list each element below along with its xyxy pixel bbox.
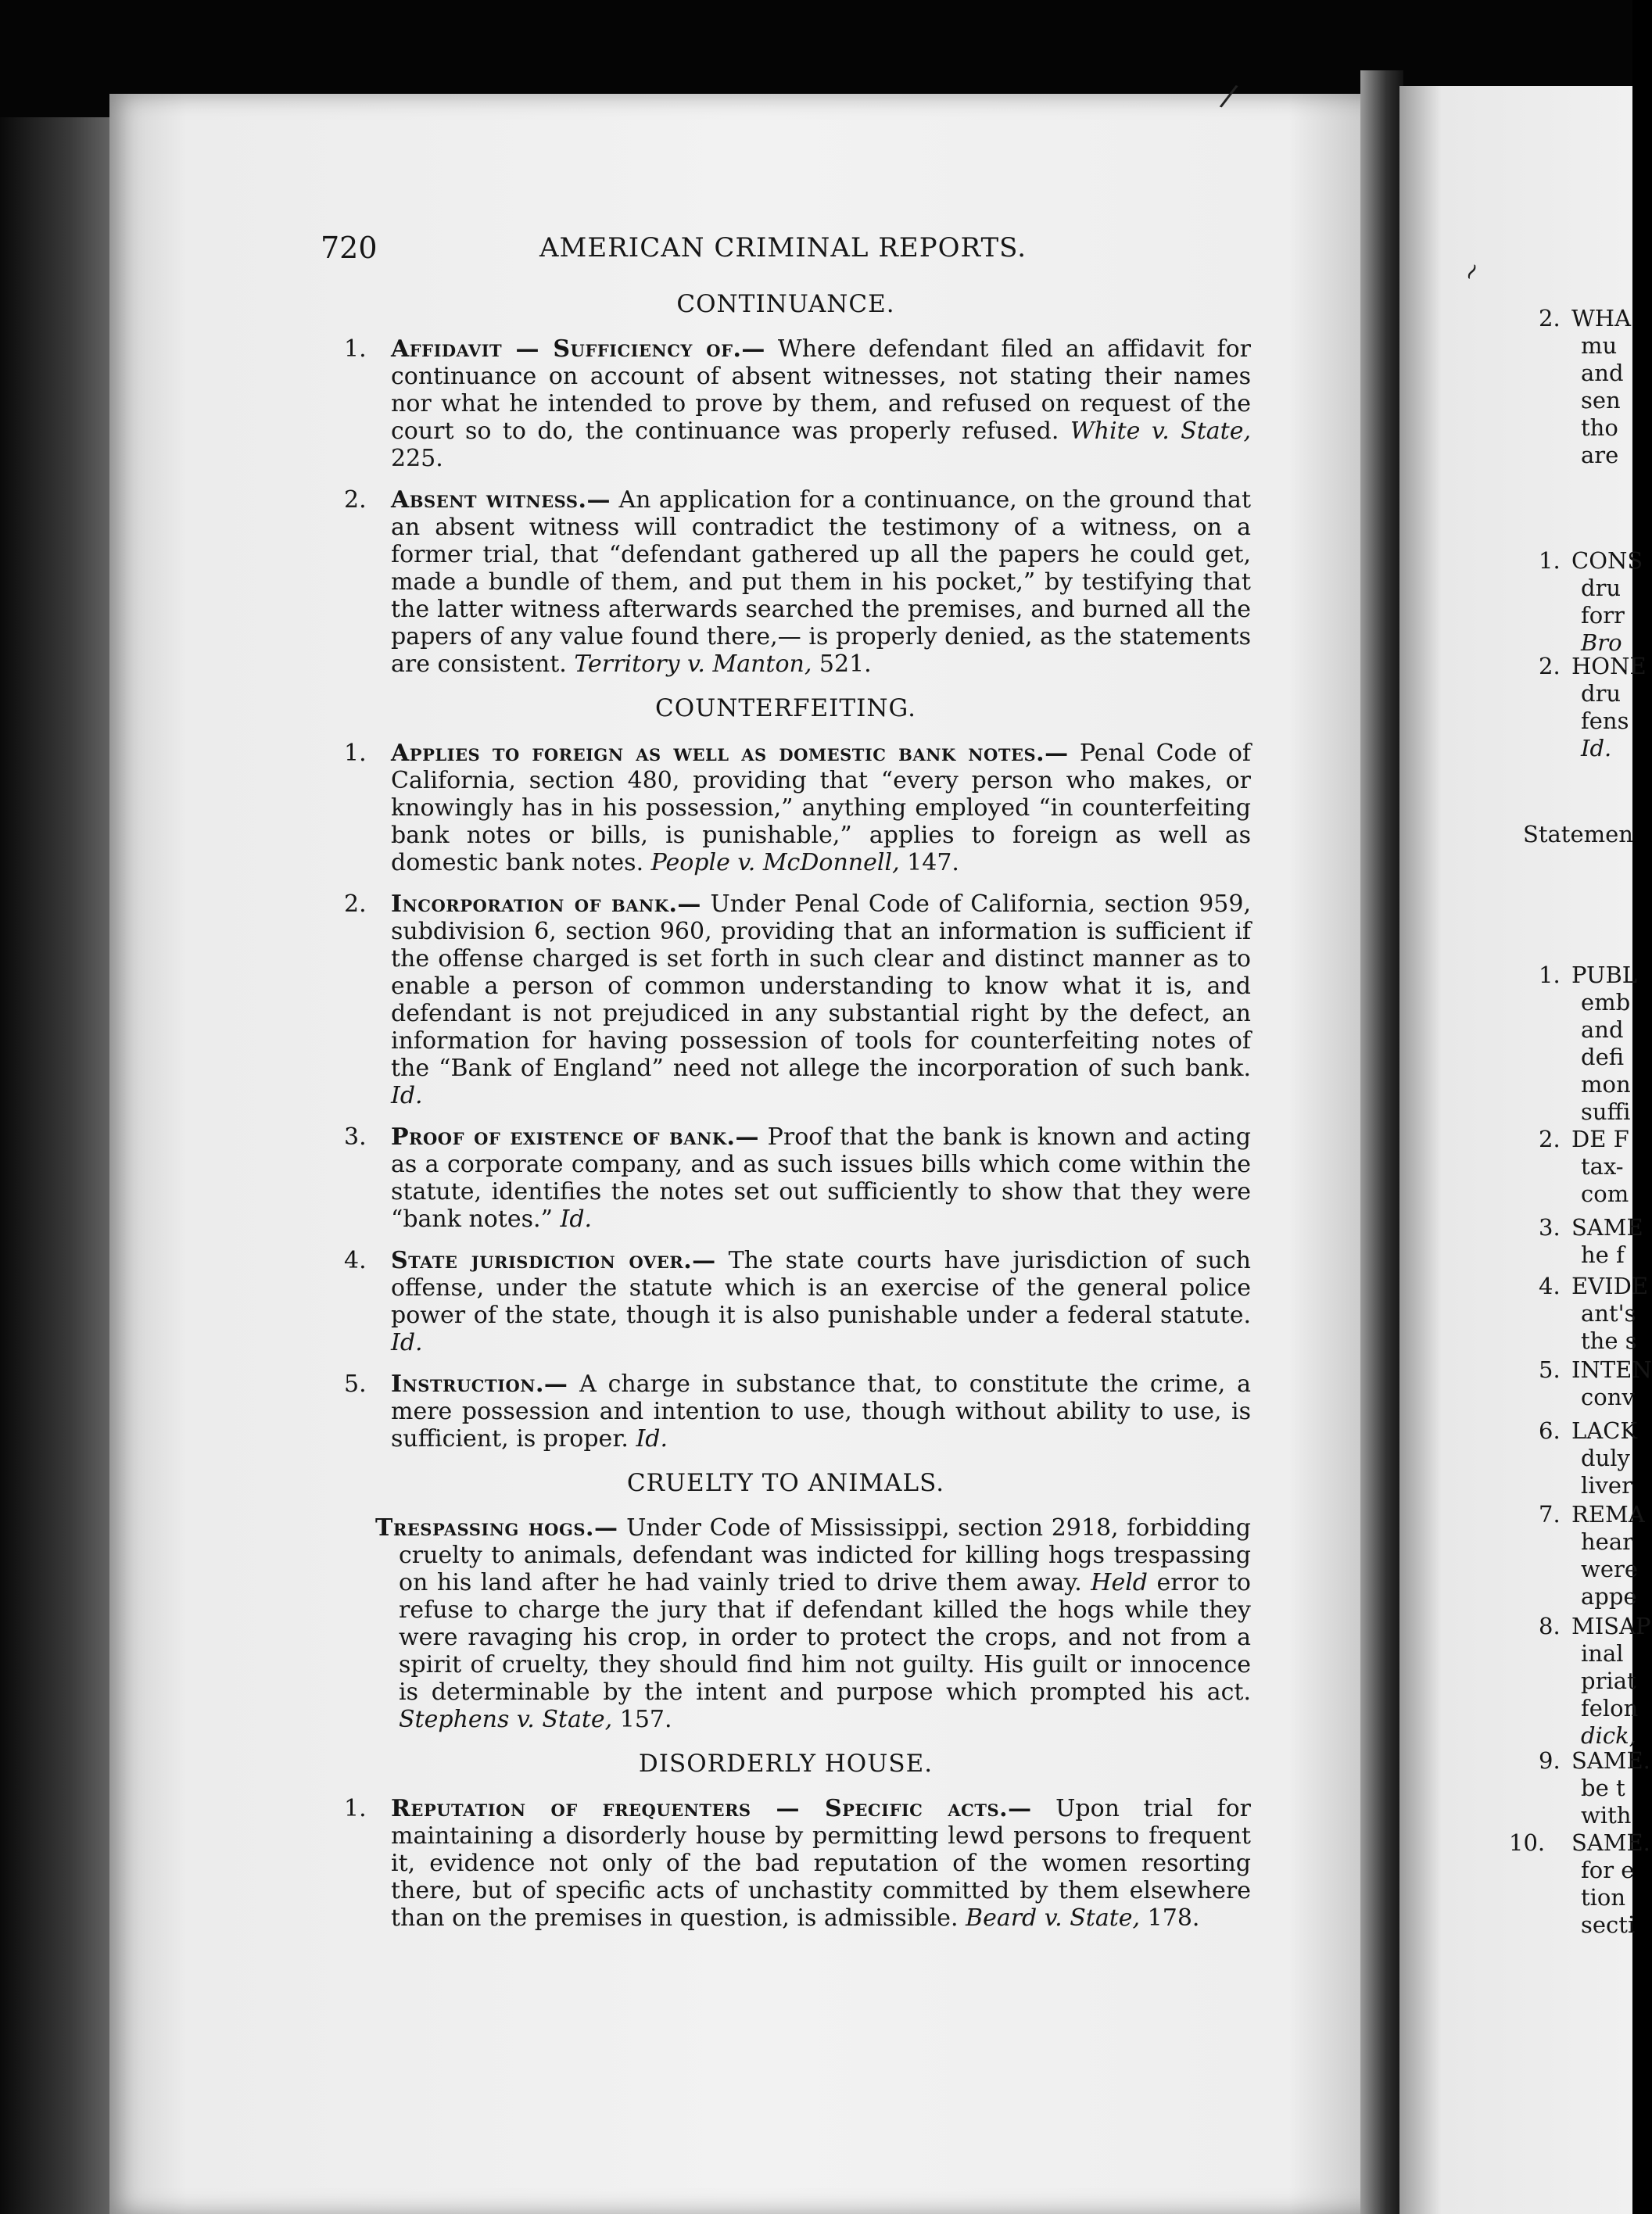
right-entry-number: 6. bbox=[1539, 1417, 1561, 1444]
entry-lead: Absent witness.— bbox=[391, 486, 611, 514]
digest-entry bbox=[321, 1795, 1251, 1932]
digest-entry bbox=[321, 1370, 1251, 1453]
entry-body bbox=[391, 486, 1251, 678]
right-entry-number: 4. bbox=[1539, 1273, 1561, 1299]
entry-text: A charge in substance that, to constitute the crime, a mere possession and intention to use, though without ability to use, is sufficient, is proper. bbox=[391, 1370, 1251, 1453]
entry-body bbox=[391, 335, 1251, 472]
right-page-line: tax- bbox=[1581, 1153, 1624, 1180]
right-page-line: the s bbox=[1581, 1327, 1637, 1354]
case-citation: Held bbox=[1091, 1569, 1148, 1596]
right-page-line: be t bbox=[1581, 1775, 1625, 1801]
right-page-line: conv bbox=[1581, 1384, 1635, 1410]
entry-tail: 178. bbox=[1140, 1904, 1200, 1932]
entry-number: 5. bbox=[344, 1370, 367, 1398]
digest-entry bbox=[321, 1514, 1251, 1733]
entry-body bbox=[391, 1370, 1251, 1453]
right-page-line: tion bbox=[1581, 1884, 1626, 1911]
digest-entry bbox=[321, 740, 1251, 876]
right-page-line: sen bbox=[1581, 387, 1621, 414]
right-page-line: Statemen bbox=[1523, 821, 1633, 847]
entry-text: The state courts have jurisdiction of such offense, under the statute which is an exercise of the general police power of the state, though it is also punishable under a federal statute. bbox=[391, 1247, 1251, 1329]
right-page-line: inal bbox=[1581, 1640, 1624, 1667]
book-gutter bbox=[1360, 70, 1403, 2214]
entry-body bbox=[391, 740, 1251, 876]
right-page-line: PUBL bbox=[1571, 962, 1638, 988]
right-page-line: and bbox=[1581, 1016, 1624, 1043]
right-page-line: tho bbox=[1581, 414, 1618, 441]
entry-number: 2. bbox=[344, 890, 367, 918]
right-page-line: defi bbox=[1581, 1044, 1625, 1070]
digest-entry bbox=[321, 890, 1251, 1109]
digest-entry bbox=[321, 335, 1251, 472]
entry-lead: Trespassing hogs.— bbox=[375, 1514, 618, 1542]
right-entry-number: 1. bbox=[1539, 547, 1561, 574]
right-entry-number: 2. bbox=[1539, 1126, 1561, 1152]
pen-mark: / bbox=[1217, 77, 1240, 115]
section-heading: CONTINUANCE. bbox=[676, 290, 895, 318]
entry-number: 3. bbox=[344, 1123, 367, 1151]
right-page-line: Bro bbox=[1581, 629, 1622, 656]
case-citation: Id. bbox=[636, 1425, 668, 1453]
entry-text: Upon trial for maintaining a disorderly house by permitting lewd persons to frequent it, evidence not only of the bad reputation of the women resorting there, but of specific acts of unchastity committed by them elsewhere than on the premises in question, is admissible. bbox=[391, 1795, 1251, 1932]
entry-number: 1. bbox=[344, 740, 367, 767]
case-citation: Beard v. State, bbox=[966, 1904, 1141, 1932]
right-page-line: INTEN bbox=[1571, 1356, 1652, 1383]
right-page-line: DE F bbox=[1571, 1126, 1629, 1152]
right-entry-number: 2. bbox=[1539, 305, 1561, 331]
right-page-line: are bbox=[1581, 442, 1619, 468]
right-entry-number: 8. bbox=[1539, 1613, 1561, 1639]
right-page-line: and bbox=[1581, 360, 1624, 386]
right-entry-number: 1. bbox=[1539, 962, 1561, 988]
entry-tail: 147. bbox=[899, 849, 959, 876]
right-page-line: EVIDE bbox=[1571, 1273, 1648, 1299]
right-entry-number: 7. bbox=[1539, 1501, 1561, 1528]
section-heading: COUNTERFEITING. bbox=[655, 694, 916, 722]
entry-body bbox=[391, 890, 1251, 1109]
entry-body bbox=[375, 1514, 1251, 1733]
right-page-line: were bbox=[1581, 1556, 1639, 1582]
entry-body bbox=[391, 1247, 1251, 1356]
entry-number: 1. bbox=[344, 335, 367, 363]
entry-number: 1. bbox=[344, 1795, 367, 1822]
case-citation: Territory v. Manton, bbox=[574, 650, 812, 678]
right-page-line: priat bbox=[1581, 1668, 1636, 1694]
entry-number: 4. bbox=[344, 1247, 367, 1274]
pen-mark: ~ bbox=[1455, 256, 1489, 288]
page-number: 720 bbox=[321, 231, 378, 265]
right-page-line: WHA bbox=[1571, 305, 1632, 331]
entry-text: Where defendant filed an affidavit for continuance on account of absent witnesses, not stating their names nor what he intended to prove by them, and refused on request of the court so to do, the continuance was properly refused. bbox=[391, 335, 1251, 445]
right-entry-number: 10. bbox=[1509, 1829, 1546, 1856]
right-entry-number: 3. bbox=[1539, 1214, 1561, 1241]
right-entry-number: 2. bbox=[1539, 653, 1561, 679]
case-citation: White v. State, bbox=[1070, 417, 1251, 445]
right-page-line: REMA bbox=[1571, 1501, 1645, 1528]
case-citation: Id. bbox=[560, 1206, 593, 1233]
right-page-line: suffi bbox=[1581, 1098, 1631, 1125]
case-citation: Stephens v. State, bbox=[399, 1706, 613, 1733]
right-page-line: SAME bbox=[1571, 1214, 1643, 1241]
right-page-line: felon bbox=[1581, 1695, 1639, 1721]
entry-lead: Reputation of frequenters — Specific acts.— bbox=[391, 1795, 1032, 1822]
right-page-line: mu bbox=[1581, 332, 1618, 359]
right-page-line: hear bbox=[1581, 1528, 1633, 1555]
entry-number: 2. bbox=[344, 486, 367, 514]
digest-entry bbox=[321, 1247, 1251, 1356]
entry-tail: 157. bbox=[612, 1706, 672, 1733]
right-page-line: ant's bbox=[1581, 1300, 1636, 1327]
entry-body bbox=[391, 1123, 1251, 1233]
right-page-line: CONS bbox=[1571, 547, 1643, 574]
entry-tail: 225. bbox=[391, 445, 443, 472]
right-page-line: forr bbox=[1581, 602, 1625, 629]
right-page-line: emb bbox=[1581, 989, 1631, 1016]
running-title: AMERICAN CRIMINAL REPORTS. bbox=[539, 232, 1027, 263]
book-edge-shadow bbox=[0, 117, 117, 2214]
right-page-line: fens bbox=[1581, 708, 1629, 734]
section-heading: CRUELTY TO ANIMALS. bbox=[626, 1469, 945, 1497]
right-page-line: with bbox=[1581, 1802, 1632, 1829]
entry-text: An application for a continuance, on the ground that an absent witness will contradict the testimony of a witness, on a former trial, that “defendant gathered up all the papers he could get, made a bundle of them, and put them in his pocket,” by testifying that the latter witness afterwards searched the premises, and burned all the papers of any value found there,— is properly denied, as the statements are consistent. bbox=[391, 486, 1252, 678]
page-content bbox=[321, 231, 1252, 1946]
right-page-line: dick, bbox=[1581, 1722, 1636, 1749]
right-page-line: SAME. bbox=[1571, 1829, 1650, 1856]
entry-text: Penal Code of California, section 480, providing that “every person who makes, or knowingly has in his possession,” anything employed “in counterfeiting bank notes or bills, is punishable,” applies to foreign as well as domestic bank notes. bbox=[391, 740, 1251, 876]
right-page-line: duly bbox=[1581, 1445, 1630, 1471]
right-page-line: MISAP bbox=[1571, 1613, 1651, 1639]
entry-lead: Affidavit — Sufficiency of.— bbox=[391, 335, 765, 363]
entry-lead: Applies to foreign as well as domestic bank notes.— bbox=[391, 740, 1069, 767]
entry-body bbox=[391, 1795, 1251, 1932]
case-citation: Id. bbox=[391, 1329, 423, 1356]
running-head bbox=[321, 231, 1251, 274]
entry-lead: Incorporation of bank.— bbox=[391, 890, 701, 918]
case-citation: Id. bbox=[391, 1082, 423, 1109]
digest-entry bbox=[321, 1123, 1251, 1233]
entry-text: Under Code of Mississippi, section 2918, forbidding cruelty to animals, defendant was indicted for killing hogs trespassing on his land after he had vainly tried to drive them away. bbox=[399, 1514, 1252, 1596]
sections bbox=[321, 291, 1251, 1932]
digest-entry bbox=[321, 486, 1251, 678]
right-page-line: mon bbox=[1581, 1071, 1631, 1098]
right-page-line: liver bbox=[1581, 1472, 1632, 1499]
case-citation: People v. McDonnell, bbox=[650, 849, 900, 876]
right-page-line: dru bbox=[1581, 680, 1622, 707]
right-page-line: he f bbox=[1581, 1241, 1625, 1268]
entry-text: Under Penal Code of California, section 959, subdivision 6, section 960, providing that an information is sufficient if the offense charged is set forth in such clear and distinct manner as to enable a person of common understanding to know what it is, and defendant is not prejudiced in any substantial right by the defect, an information for having possession of tools for counterfeiting notes of the “Bank of England” need not allege the incorporation of such bank. bbox=[391, 890, 1251, 1082]
entry-text: Proof that the bank is known and acting as a corporate company, and as such issues bills which come within the statute, identifies the notes set out sufficiently to show that they were “bank notes.” bbox=[391, 1123, 1251, 1233]
right-page-line: appe bbox=[1581, 1583, 1637, 1610]
entry-lead: Instruction.— bbox=[391, 1370, 568, 1398]
right-page-line: secti bbox=[1581, 1911, 1636, 1938]
right-entry-number: 5. bbox=[1539, 1356, 1561, 1383]
entry-tail: 521. bbox=[812, 650, 872, 678]
section-heading: DISORDERLY HOUSE. bbox=[638, 1750, 934, 1778]
entry-lead: State jurisdiction over.— bbox=[391, 1247, 716, 1274]
right-page-line: dru bbox=[1581, 575, 1622, 601]
right-page-line: SAME. bbox=[1571, 1747, 1650, 1774]
right-page-line: HONE bbox=[1571, 653, 1647, 679]
entry-lead: Proof of existence of bank.— bbox=[391, 1123, 759, 1151]
right-entry-number: 9. bbox=[1539, 1747, 1561, 1774]
right-page-line: LACK bbox=[1571, 1417, 1638, 1444]
right-page-line: com bbox=[1581, 1180, 1629, 1207]
entry-tail: error to refuse to charge the jury that if defendant killed the hogs while they were ravaging his crop, in order to protect the crops, and not from a spirit of cruelty, they should find him not guilty. His guilt or innocence is determinable by the intent and purpose which prompted his act. bbox=[399, 1569, 1251, 1706]
right-page-line: Id. bbox=[1581, 735, 1612, 761]
right-page-line: for e bbox=[1581, 1857, 1635, 1883]
